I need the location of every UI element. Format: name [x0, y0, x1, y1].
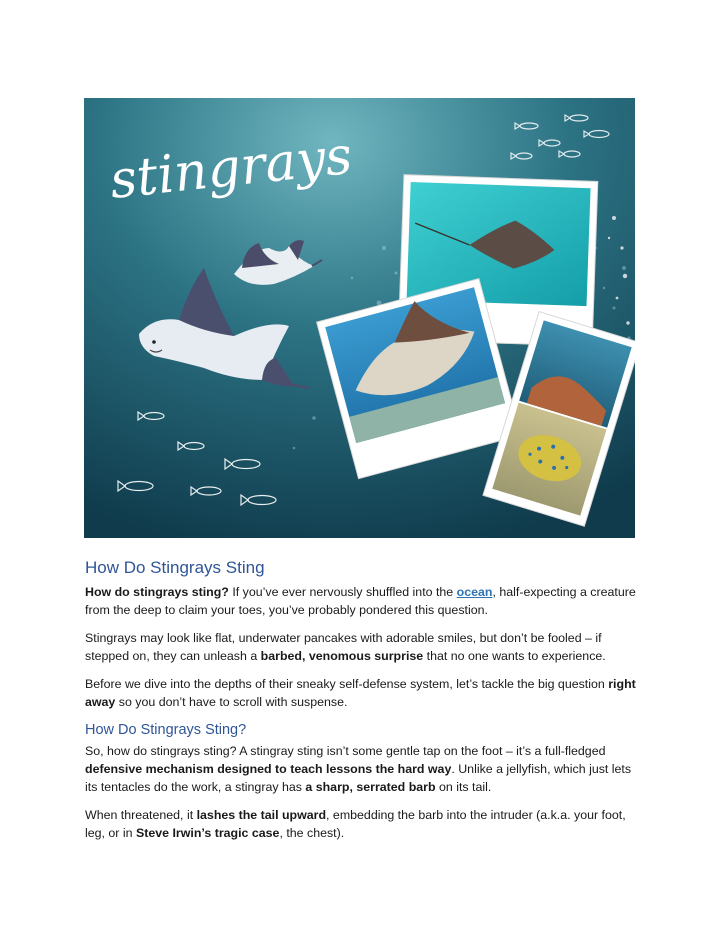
section-subheading: How Do Stingrays Sting? [85, 722, 247, 738]
dive-text-2: so you don’t have to scroll with suspense. [115, 695, 348, 709]
hero-illustration [84, 98, 635, 538]
threat-bold-2: Steve Irwin’s tragic case [135, 826, 280, 840]
pancake-bold: barbed, venomous surprise [260, 649, 424, 663]
mechanism-bold-2: a sharp, serrated barb [305, 780, 436, 794]
dive-bold: right away [85, 677, 636, 709]
threat-paragraph [85, 806, 640, 842]
hero-image [84, 98, 635, 538]
mechanism-text-1: So, how do stingrays sting? A stingray sting isn’t some gentle tap on the foot – it’s a full-fledged [85, 744, 606, 758]
pancake-text-2: that no one wants to experience. [423, 649, 606, 663]
dive-paragraph [85, 675, 640, 711]
article-title: How Do Stingrays Sting [85, 558, 265, 577]
intro-paragraph [85, 583, 640, 619]
script-title: stingrays [107, 125, 355, 211]
pancake-text-1: Stingrays may look like flat, underwater pancakes with adorable smiles, but don’t be fooled – if stepped on, they can unleash a [85, 631, 602, 663]
threat-text-1: When threatened, it [85, 808, 197, 822]
mechanism-text-3: on its tail. [435, 780, 492, 794]
intro-text-2: , half-expecting a creature from the deep to claim your toes, you’ve probably pondered this question. [85, 585, 636, 617]
mechanism-text-2: . Unlike a jellyfish, which just lets its tentacles do the work, a stingray has [85, 762, 632, 794]
pancake-paragraph [85, 629, 640, 665]
threat-bold-1: lashes the tail upward [196, 808, 327, 822]
mechanism-bold-1: defensive mechanism designed to teach lessons the hard way [85, 762, 452, 776]
mechanism-paragraph [85, 742, 640, 796]
dive-text-1: Before we dive into the depths of their sneaky self-defense system, let’s tackle the big question [85, 677, 609, 691]
intro-bold: How do stingrays sting? [85, 585, 229, 599]
ocean-link[interactable]: ocean [456, 585, 493, 599]
intro-text-1: If you’ve ever nervously shuffled into the [228, 585, 457, 599]
threat-text-2: , embedding the barb into the intruder (a.k.a. your foot, leg, or in [85, 808, 626, 840]
article-body [85, 557, 640, 852]
threat-text-3: , the chest). [279, 826, 345, 840]
